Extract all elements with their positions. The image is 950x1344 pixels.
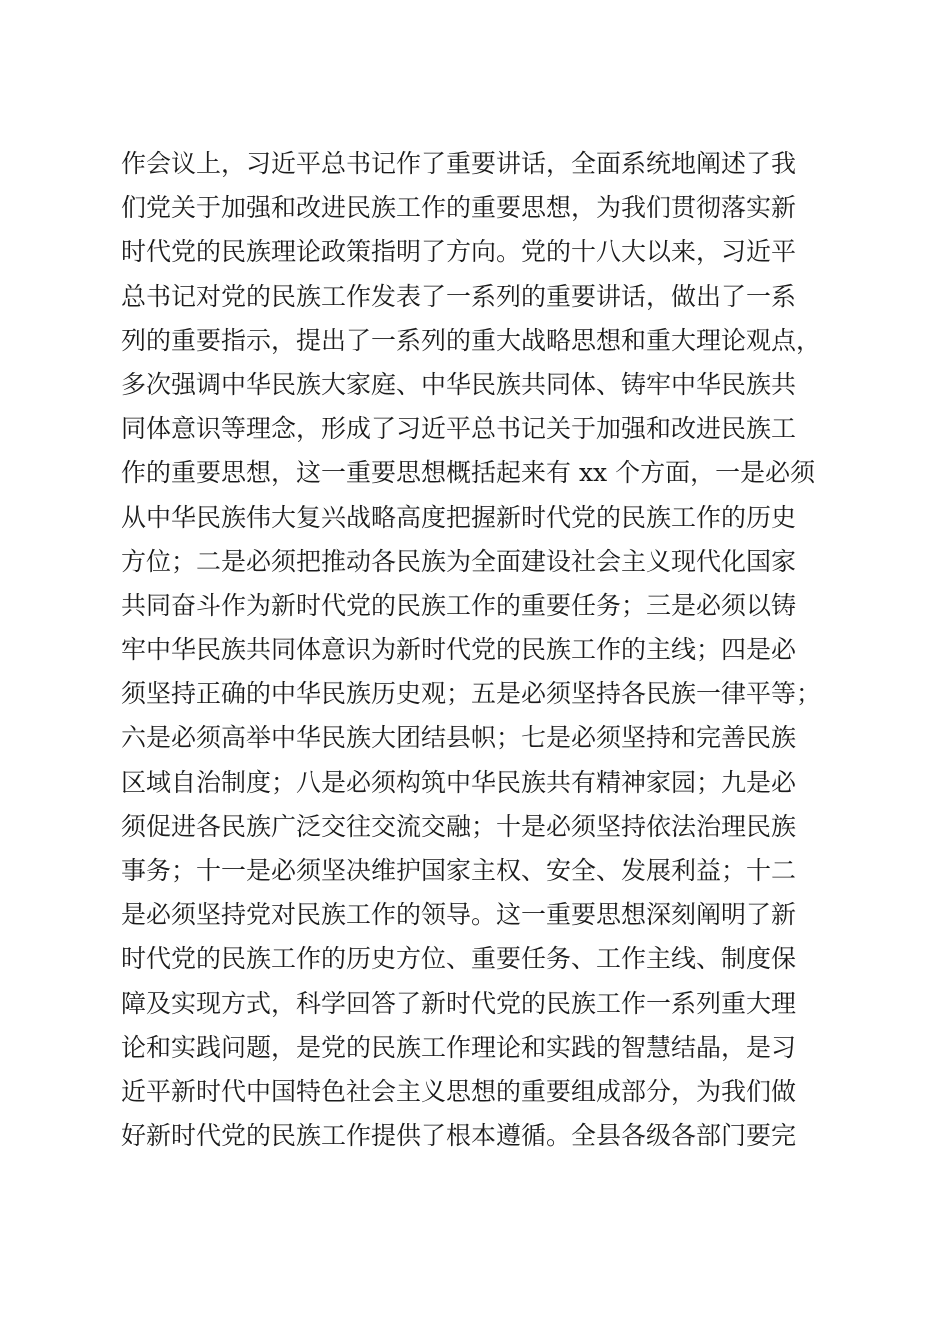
text-line: 须坚持正确的中华民族历史观；五是必须坚持各民族一律平等； bbox=[121, 679, 822, 709]
text-line: 总书记对党的民族工作发表了一系列的重要讲话，做出了一系 bbox=[121, 281, 797, 311]
text-line: 好新时代党的民族工作提供了根本遵循。全县各级各部门要完 bbox=[121, 1121, 797, 1151]
text-line: 列的重要指示，提出了一系列的重大战略思想和重大理论观点， bbox=[121, 325, 822, 355]
text-line: 作的重要思想，这一重要思想概括起来有 xx 个方面，一是必须 bbox=[121, 458, 816, 488]
text-line: 区域自治制度；八是必须构筑中华民族共有精神家园；九是必 bbox=[121, 767, 797, 797]
text-line: 多次强调中华民族大家庭、中华民族共同体、铸牢中华民族共 bbox=[121, 369, 797, 399]
text-line: 牢中华民族共同体意识为新时代党的民族工作的主线；四是必 bbox=[121, 635, 797, 665]
text-line: 时代党的民族理论政策指明了方向。党的十八大以来，习近平 bbox=[121, 237, 797, 267]
text-line: 障及实现方式，科学回答了新时代党的民族工作一系列重大理 bbox=[121, 988, 797, 1018]
text-line: 论和实践问题，是党的民族工作理论和实践的智慧结晶，是习 bbox=[121, 1032, 797, 1062]
text-line: 同体意识等理念，形成了习近平总书记关于加强和改进民族工 bbox=[121, 414, 797, 444]
body-text bbox=[121, 142, 833, 1158]
text-line: 是必须坚持党对民族工作的领导。这一重要思想深刻阐明了新 bbox=[121, 900, 797, 930]
text-line: 须促进各民族广泛交往交流交融；十是必须坚持依法治理民族 bbox=[121, 811, 797, 841]
text-line: 事务；十一是必须坚决维护国家主权、安全、发展利益；十二 bbox=[121, 856, 797, 885]
text-line: 时代党的民族工作的历史方位、重要任务、工作主线、制度保 bbox=[121, 944, 797, 974]
text-line: 从中华民族伟大复兴战略高度把握新时代党的民族工作的历史 bbox=[121, 502, 797, 532]
text-line: 近平新时代中国特色社会主义思想的重要组成部分，为我们做 bbox=[121, 1076, 797, 1106]
text-line: 方位；二是必须把推动各民族为全面建设社会主义现代化国家 bbox=[121, 546, 797, 576]
text-line: 六是必须高举中华民族大团结县帜；七是必须坚持和完善民族 bbox=[121, 723, 797, 753]
text-line: 们党关于加强和改进民族工作的重要思想，为我们贯彻落实新 bbox=[121, 193, 797, 223]
text-line: 作会议上，习近平总书记作了重要讲话，全面系统地阐述了我 bbox=[121, 149, 797, 178]
text-line: 共同奋斗作为新时代党的民族工作的重要任务；三是必须以铸 bbox=[121, 590, 797, 620]
